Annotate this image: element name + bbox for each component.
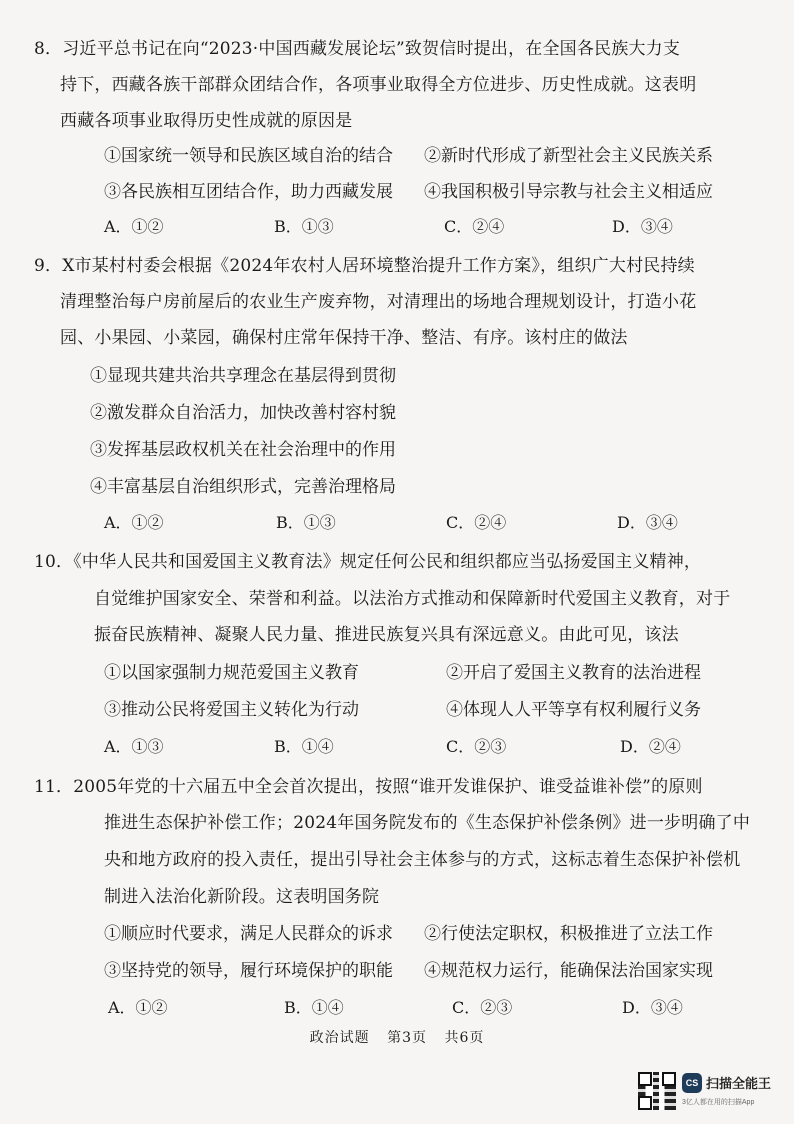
question-10-choice-c: C．②③: [446, 737, 507, 756]
question-10-option-3: ③推动公民将爱国主义转化为行动: [104, 700, 359, 720]
question-10-choice-d: D．②④: [620, 737, 681, 756]
question-10-line-3: 振奋民族精神、凝聚人民力量、推进民族复兴具有深远意义。由此可见，该法: [94, 625, 679, 645]
question-9-choice-d: D．③④: [617, 513, 678, 532]
question-11-line-3: 央和地方政府的投入责任，提出引导社会主体参与的方式，这标志着生态保护补偿机: [104, 850, 741, 870]
question-9-option-3: ③发挥基层政权机关在社会治理中的作用: [90, 440, 396, 460]
scanner-app-tagline: 3亿人都在用的扫描App: [682, 1099, 755, 1106]
question-9-option-1: ①显现共建共治共享理念在基层得到贯彻: [90, 366, 396, 386]
question-10-line-1: 10．《中华人民共和国爱国主义教育法》规定任何公民和组织都应当弘扬爱国主义精神，: [34, 552, 702, 572]
question-8-option-3: ③各民族相互团结合作，助力西藏发展: [104, 182, 393, 202]
question-9-choice-b: B．①③: [276, 513, 336, 532]
question-11-option-3: ③坚持党的领导，履行环境保护的职能: [104, 961, 393, 981]
question-10-option-1: ①以国家强制力规范爱国主义教育: [104, 663, 359, 683]
question-8-choice-c: C．②④: [444, 217, 505, 236]
question-9-line-3: 园、小果园、小菜园，确保村庄常年保持干净、整洁、有序。该村庄的做法: [60, 328, 628, 348]
question-11-choice-a: A．①②: [108, 998, 168, 1017]
question-10-line-2: 自觉维护国家安全、荣誉和利益。以法治方式推动和保障新时代爱国主义教育，对于: [94, 589, 731, 609]
question-9-line-2: 清理整治每户房前屋后的农业生产废弃物，对清理出的场地合理规划设计，打造小花: [60, 292, 697, 312]
question-10-option-2: ②开启了爱国主义教育的法治进程: [446, 663, 701, 683]
question-11-option-1: ①顺应时代要求，满足人民群众的诉求: [104, 924, 393, 944]
question-9-choice-a: A．①②: [104, 513, 164, 532]
question-8-line-2: 持下，西藏各族干部群众团结合作，各项事业取得全方位进步、历史性成就。这表明: [60, 75, 697, 95]
question-8-choice-a: A．①②: [104, 217, 164, 236]
question-10-option-4: ④体现人人平等享有权利履行义务: [446, 700, 701, 720]
question-11-line-4: 制进入法治化新阶段。这表明国务院: [104, 887, 380, 907]
page-footer: [0, 1027, 794, 1047]
scanner-app-name: 扫描全能王: [706, 1076, 772, 1091]
question-8-line-1: 8．习近平总书记在向“2023·中国西藏发展论坛”致贺信时提出，在全国各民族大力支: [34, 39, 681, 59]
question-11-option-4: ④规范权力运行，能确保法治国家实现: [424, 961, 713, 981]
question-8-option-4: ④我国积极引导宗教与社会主义相适应: [424, 182, 713, 202]
question-8-option-2: ②新时代形成了新型社会主义民族关系: [424, 146, 713, 166]
camscanner-logo-icon: CS: [682, 1073, 702, 1093]
question-10-choice-b: B．①④: [274, 737, 334, 756]
question-11-choice-c: C．②③: [452, 998, 513, 1017]
qr-code-icon: [638, 1072, 676, 1110]
footer-subject: 政治试题: [309, 1030, 370, 1046]
question-8-choice-d: D．③④: [612, 217, 673, 236]
question-11-line-2: 推进生态保护补偿工作；2024年国务院发布的《生态保护补偿条例》进一步明确了中: [104, 813, 751, 833]
question-11-choice-b: B．①④: [284, 998, 344, 1017]
question-9-option-4: ④丰富基层自治组织形式，完善治理格局: [90, 477, 396, 497]
footer-page-number: 第3页: [387, 1030, 427, 1046]
question-9-option-2: ②激发群众自治活力，加快改善村容村貌: [90, 403, 396, 423]
question-11-line-1: 11．2005年党的十六届五中全会首次提出，按照“谁开发谁保护、谁受益谁补偿”的原则: [34, 777, 703, 797]
question-8-option-1: ①国家统一领导和民族区域自治的结合: [104, 146, 393, 166]
footer-total-pages: 共6页: [444, 1030, 485, 1046]
question-9-choice-c: C．②④: [446, 513, 507, 532]
question-8-line-3: 西藏各项事业取得历史性成就的原因是: [60, 111, 353, 131]
question-11-option-2: ②行使法定职权，积极推进了立法工作: [424, 924, 713, 944]
question-11-choice-d: D．③④: [622, 998, 683, 1017]
question-9-line-1: 9．X市某村村委会根据《2024年农村人居环境整治提升工作方案》，组织广大村民持续: [34, 256, 695, 276]
question-10-choice-a: A．①③: [104, 737, 164, 756]
question-8-choice-b: B．①③: [274, 217, 334, 236]
